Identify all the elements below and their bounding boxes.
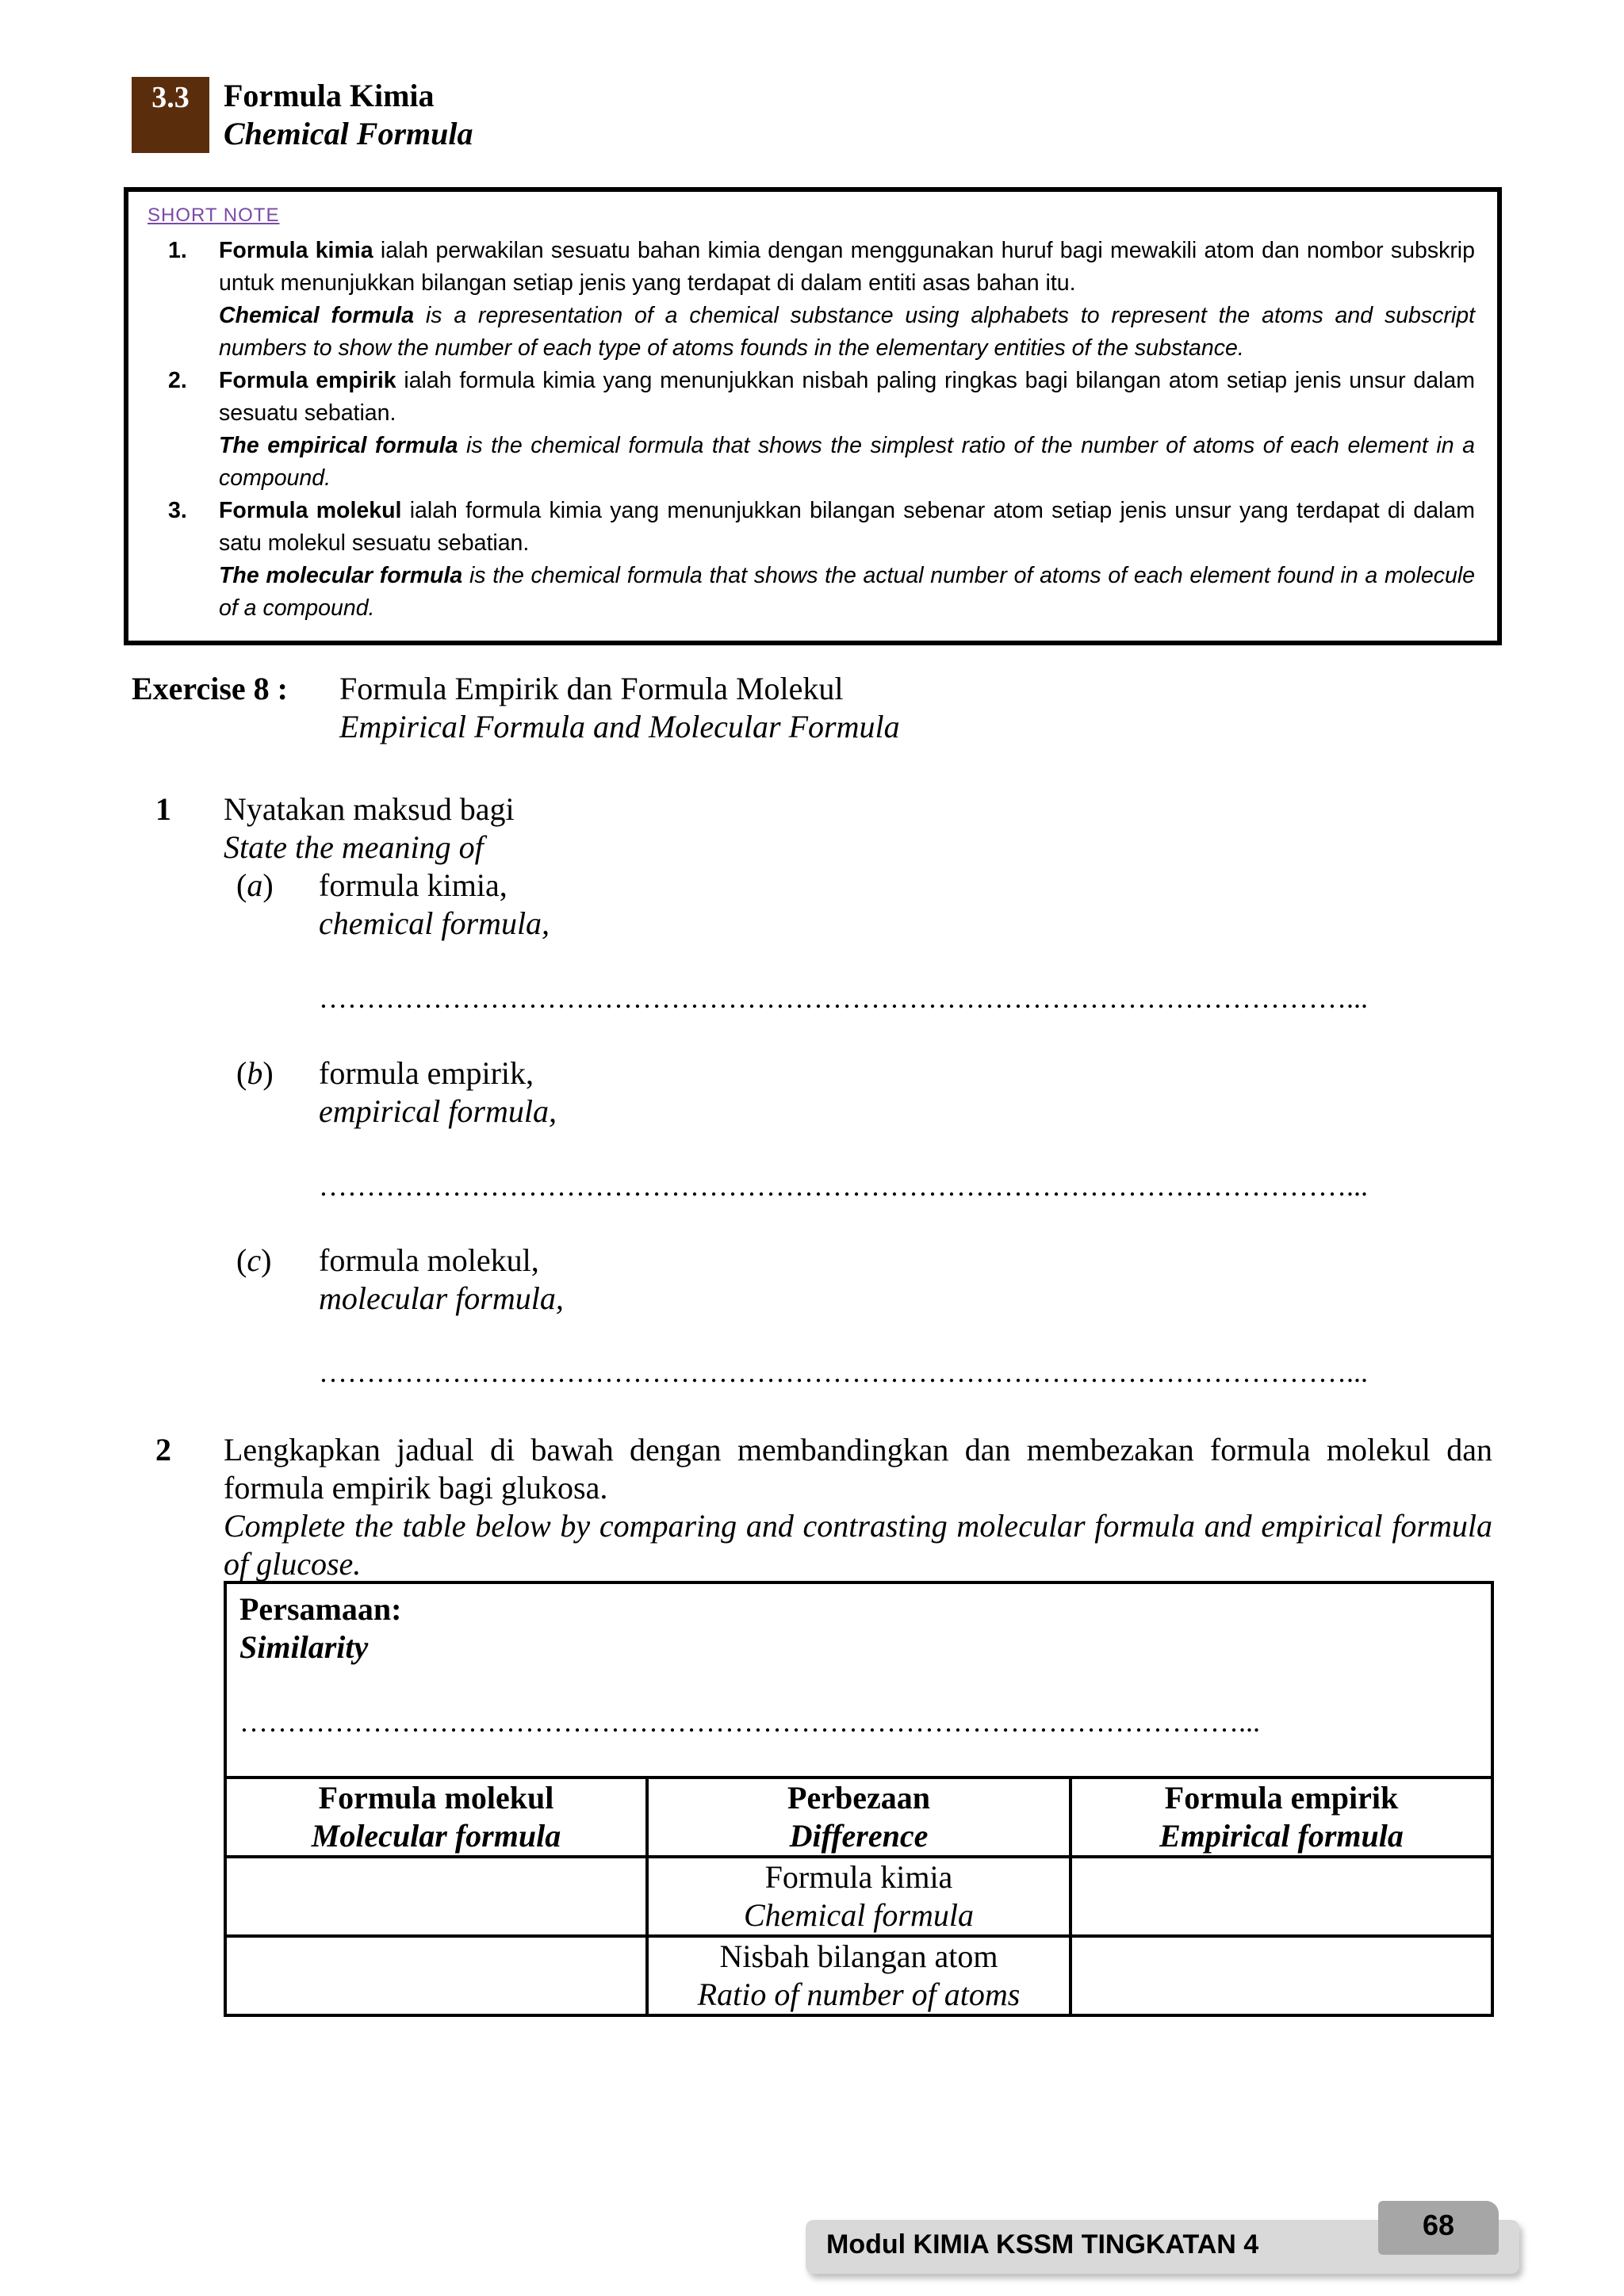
note-item-2 xyxy=(167,365,1475,495)
molecular-answer-cell[interactable] xyxy=(225,1936,647,2015)
similarity-label-ms: Persamaan: xyxy=(239,1591,402,1627)
footer-module-title: Modul KIMIA KSSM TINGKATAN 4 xyxy=(826,2229,1259,2260)
part-label-open: ( xyxy=(236,867,247,903)
note-text: is the chemical formula that shows the actual number of atoms of each element found in a molecule of a compound. xyxy=(219,563,1475,621)
part-label-open: ( xyxy=(236,1242,247,1278)
header-ms: Formula empirik xyxy=(1164,1780,1399,1816)
similarity-label-en: Similarity xyxy=(239,1629,369,1665)
question-1-en: State the meaning of xyxy=(224,829,484,865)
question-2-en: Complete the table below by comparing and contrasting molecular formula and empirical formula of glucose. xyxy=(224,1508,1492,1582)
note-term: Formula kimia xyxy=(219,238,373,263)
similarity-answer-line[interactable]: ……………………………………………………………………………………………... xyxy=(239,1706,1260,1738)
empirical-answer-cell[interactable] xyxy=(1071,1857,1492,1936)
note-item-number: 3. xyxy=(168,498,187,523)
answer-line-b[interactable]: ………………………………………………………………………………………………... xyxy=(319,1170,1368,1202)
question-1-ms: Nyatakan maksud bagi xyxy=(224,791,515,827)
part-label-letter: c xyxy=(247,1242,262,1278)
note-item-3 xyxy=(167,495,1475,625)
part-a-en: chemical formula, xyxy=(319,905,550,941)
part-b-en: empirical formula, xyxy=(319,1093,557,1129)
note-term: Formula molekul xyxy=(219,498,402,523)
answer-line-a[interactable]: ………………………………………………………………………………………………... xyxy=(319,982,1368,1014)
note-item-en xyxy=(219,300,1475,365)
part-b-text xyxy=(319,1054,557,1131)
part-label-letter: a xyxy=(247,867,263,903)
answer-line-c[interactable]: ………………………………………………………………………………………………... xyxy=(319,1357,1368,1388)
part-label-letter: b xyxy=(247,1055,263,1091)
difference-ms: Formula kimia xyxy=(764,1859,953,1895)
header-en: Empirical formula xyxy=(1159,1818,1404,1854)
part-label-close: ) xyxy=(262,867,274,903)
note-term: The molecular formula xyxy=(219,563,463,588)
part-c-ms: formula molekul, xyxy=(319,1242,539,1278)
note-term: Formula empirik xyxy=(219,368,396,393)
note-item-en xyxy=(219,430,1475,495)
note-text: is a representation of a chemical substance using alphabets to represent the atoms and subscript numbers to show the number of each type of atoms founds in the elementary entities of the substance. xyxy=(219,303,1475,361)
note-item-ms xyxy=(219,495,1475,560)
note-text: ialah perwakilan sesuatu bahan kimia dengan menggunakan huruf bagi mewakili atom dan nombor subskrip untuk menunjukkan bilangan setiap jenis yang terdapat di dalam entiti asas bahan itu. xyxy=(219,238,1475,296)
header-ms: Formula molekul xyxy=(318,1780,554,1816)
part-b-label xyxy=(236,1054,274,1092)
note-text: ialah formula kimia yang menunjukkan nisbah paling ringkas bagi bilangan atom setiap jenis unsur dalam sesuatu sebatian. xyxy=(219,368,1475,426)
section-title-en: Chemical Formula xyxy=(224,116,473,151)
comparison-table xyxy=(224,1581,1494,2017)
note-term: The empirical formula xyxy=(219,433,458,458)
note-term: Chemical formula xyxy=(219,303,415,328)
table-row xyxy=(225,1936,1492,2015)
section-number: 3.3 xyxy=(132,77,209,153)
section-title xyxy=(224,77,473,153)
question-2-ms: Lengkapkan jadual di bawah dengan membandingkan dan membezakan formula molekul dan formula empirik bagi glukosa. xyxy=(224,1432,1492,1506)
section-title-ms: Formula Kimia xyxy=(224,78,435,113)
note-text: is the chemical formula that shows the simplest ratio of the number of atoms of each element in a compound. xyxy=(219,433,1475,491)
molecular-answer-cell[interactable] xyxy=(225,1857,647,1936)
table-row xyxy=(225,1857,1492,1936)
part-c-en: molecular formula, xyxy=(319,1280,564,1316)
difference-ms: Nisbah bilangan atom xyxy=(719,1938,998,1974)
note-item-1 xyxy=(167,235,1475,365)
part-a-text xyxy=(319,867,550,943)
exercise-title-en: Empirical Formula and Molecular Formula xyxy=(339,709,900,744)
exercise-label: Exercise 8 : xyxy=(132,671,288,706)
note-item-number: 1. xyxy=(168,238,187,263)
note-item-ms xyxy=(219,235,1475,300)
page-number: 68 xyxy=(1422,2209,1455,2241)
question-1-text xyxy=(224,790,1492,867)
similarity-cell[interactable] xyxy=(225,1582,1492,1777)
header-ms: Perbezaan xyxy=(787,1780,930,1816)
similarity-row xyxy=(225,1582,1492,1777)
short-note-list xyxy=(167,235,1475,625)
note-item-number: 2. xyxy=(168,368,187,393)
header-molecular xyxy=(225,1777,647,1857)
short-note-label: SHORT NOTE xyxy=(147,205,280,226)
part-a-label xyxy=(236,867,274,904)
part-c-text xyxy=(319,1242,564,1318)
question-2-number: 2 xyxy=(155,1432,171,1468)
difference-en: Ratio of number of atoms xyxy=(697,1976,1021,2012)
exercise-title xyxy=(339,670,900,746)
difference-cell xyxy=(647,1936,1071,2015)
difference-en: Chemical formula xyxy=(744,1897,974,1933)
header-difference xyxy=(647,1777,1071,1857)
exercise-title-ms: Formula Empirik dan Formula Molekul xyxy=(339,671,844,706)
note-item-en xyxy=(219,560,1475,625)
header-empirical xyxy=(1071,1777,1492,1857)
part-label-close: ) xyxy=(262,1055,274,1091)
header-row xyxy=(225,1777,1492,1857)
header-en: Difference xyxy=(789,1818,929,1854)
note-item-ms xyxy=(219,365,1475,430)
part-c-label xyxy=(236,1242,271,1279)
difference-cell xyxy=(647,1857,1071,1936)
header-en: Molecular formula xyxy=(311,1818,561,1854)
part-label-close: ) xyxy=(261,1242,272,1278)
note-text: ialah formula kimia yang menunjukkan bilangan sebenar atom setiap jenis unsur yang terdapat di dalam satu molekul sesuatu sebatian. xyxy=(219,498,1475,556)
question-1-number: 1 xyxy=(155,791,171,827)
question-2-text xyxy=(224,1431,1492,1583)
part-a-ms: formula kimia, xyxy=(319,867,508,903)
part-b-ms: formula empirik, xyxy=(319,1055,534,1091)
part-label-open: ( xyxy=(236,1055,247,1091)
empirical-answer-cell[interactable] xyxy=(1071,1936,1492,2015)
